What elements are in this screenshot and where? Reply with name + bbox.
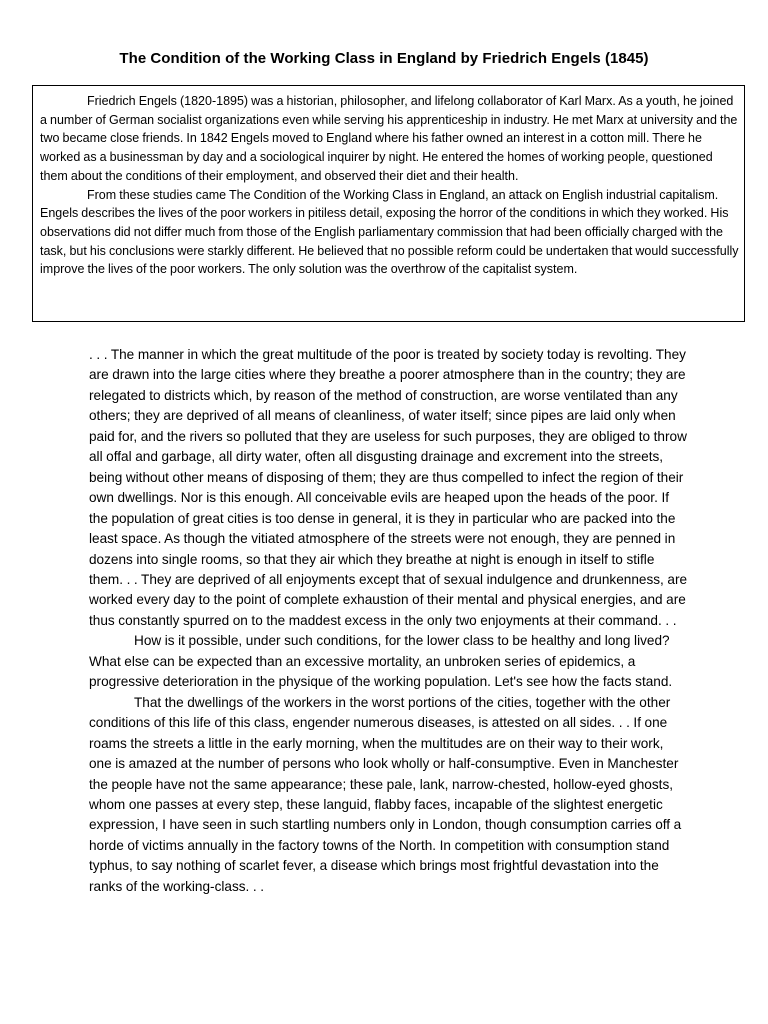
excerpt-paragraph-1: . . . The manner in which the great multitude of the poor is treated by society today is revolting. They are drawn into the large cities where they breathe a poorer atmosphere than in the country; they are relegated to districts which, by reason of the method of construction, are worse ventilated than any others; they are deprived of all means of cleanliness, of water itself; since pipes are laid only when paid for, and the rivers so polluted that they are useless for such purposes, they are obliged to throw all offal and garbage, all dirty water, often all disgusting drainage and excrement into the streets, being without other means of disposing of them; they are thus compelled to infect the region of their own dwellings. Nor is this enough. All conceivable evils are heaped upon the heads of the poor. If the population of great cities is too dense in general, it is they in particular who are packed into the least space. As though the vitiated atmosphere of the streets were not enough, they are penned in dozens into single rooms, so that they air which they breathe at night is enough in itself to stifle them. . . They are deprived of all enjoyments except that of sexual indulgence and drunkenness, are worked every day to the point of complete exhaustion of their mental and physical energies, and are thus constantly spurred on to the maddest excess in the only two enjoyments at their command. . . [89,347,688,628]
intro-box [32,85,745,322]
excerpt-body [89,345,689,897]
excerpt-paragraph-3: That the dwellings of the workers in the worst portions of the cities, together with the other conditions of this life of this class, engender numerous diseases, is attested on all sides. . . If one roams the streets a little in the early morning, when the multitudes are on their way to their work, one is amazed at the number of persons who look wholly or half-consumptive. Even in Manchester the people have not the same appearance; these pale, lank, narrow-chested, hollow-eyed ghosts, whom one passes at every step, these languid, flabby faces, incapable of the slightest energetic expression, I have seen in such startling numbers only in London, though consumption carries off a horde of victims annually in the factory towns of the North. In competition with consumption stand typhus, to say nothing of scarlet fever, a disease which brings most frightful devastation into the ranks of the working-class. . . [89,694,682,894]
intro-paragraph-1: Friedrich Engels (1820-1895) was a historian, philosopher, and lifelong collaborator of Karl Marx. As a youth, he joined a number of German socialist organizations even while serving his apprenticeship in industry. He met Marx at university and the two became close friends. In 1842 Engels moved to England where his father owned an interest in a cotton mill. There he worked as a businessman by day and a sociological inquirer by night. He entered the homes of working people, questioned them about the conditions of their employment, and observed their diet and their health. [40,94,738,183]
excerpt-paragraph-2: How is it possible, under such conditions, for the lower class to be healthy and long lived? What else can be expected than an excessive mortality, an unbroken series of epidemics, a progressive deterioration in the physique of the working population. Let's see how the facts stand. [89,633,673,690]
intro-paragraph-2: From these studies came The Condition of the Working Class in England, an attack on English industrial capitalism. Engels describes the lives of the poor workers in pitiless detail, exposing the horror of the conditions in which they worked. His observations did not differ much from those of the English parliamentary commission that had been officially charged with the task, but his conclusions were starkly different. He believed that no possible reform could be undertaken that would successfully improve the lives of the poor workers. The only solution was the overthrow of the capitalist system. [40,187,739,277]
page-title: The Condition of the Working Class in England by Friedrich Engels (1845) [119,50,649,68]
